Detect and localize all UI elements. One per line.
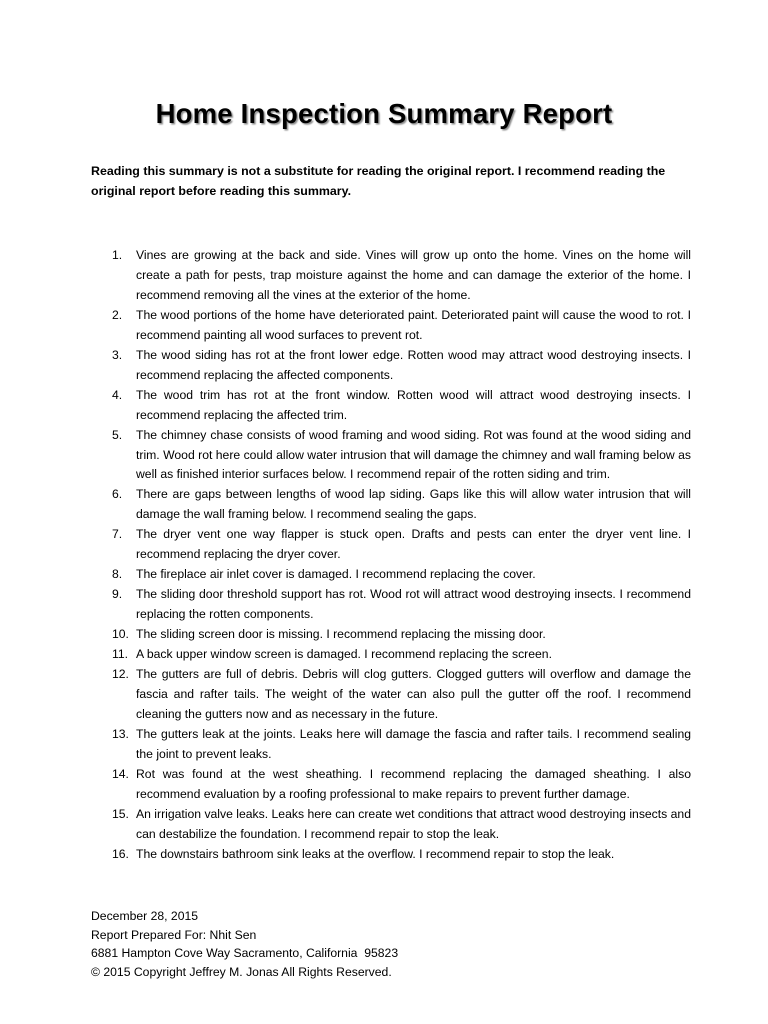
item-text: An irrigation valve leaks. Leaks here can create wet conditions that attract wood destroying insects and can destabilize the foundation. I recommend repair to stop the leak. — [136, 806, 691, 841]
item-text: The fireplace air inlet cover is damaged. I recommend replacing the cover. — [136, 567, 536, 582]
item-text: There are gaps between lengths of wood lap siding. Gaps like this will allow water intrusion that will damage the wall framing below. I recommend sealing the gaps. — [136, 487, 691, 522]
item-number: 3. — [112, 347, 123, 362]
report-date: December 28, 2015 — [91, 909, 199, 923]
item-number: 11. — [112, 647, 129, 662]
item-text: A back upper window screen is damaged. I recommend replacing the screen. — [136, 647, 552, 662]
list-item — [91, 306, 691, 346]
list-item — [91, 585, 691, 625]
item-text: The gutters leak at the joints. Leaks here will damage the fascia and rafter tails. I recommend sealing the joint to prevent leaks. — [136, 726, 691, 761]
list-item — [91, 645, 691, 665]
item-text: The gutters are full of debris. Debris will clog gutters. Clogged gutters will overflow and damage the fascia and rafter tails. The weight of the water can also pull the gutter off the roof. I recommend cleaning the gutters now and as necessary in the future. — [136, 667, 691, 721]
list-item — [91, 386, 691, 426]
item-number: 15. — [112, 806, 129, 821]
item-number: 10. — [112, 627, 129, 642]
item-text: Vines are growing at the back and side. Vines will grow up onto the home. Vines on the home will create a path for pests, trap moisture against the home and can damage the exterior of the home. I recommend removing all the vines at the exterior of the home. — [136, 248, 691, 302]
list-item — [91, 346, 691, 386]
item-number: 4. — [112, 387, 123, 402]
page-title: Home Inspection Summary Report — [155, 98, 613, 129]
list-item — [91, 485, 691, 525]
item-number: 6. — [112, 487, 123, 502]
item-number: 16. — [112, 846, 129, 861]
list-item — [91, 246, 691, 306]
item-text: The wood siding has rot at the front lower edge. Rotten wood may attract wood destroying insects. I recommend replacing the affected components. — [136, 347, 691, 382]
copyright-notice: © 2015 Copyright Jeffrey M. Jonas All Rights Reserved. — [91, 964, 392, 979]
item-number: 13. — [112, 726, 129, 741]
list-item — [91, 665, 691, 725]
intro-paragraph: Reading this summary is not a substitute for reading the original report. I recommend reading the original report before reading this summary. — [91, 164, 666, 198]
item-number: 7. — [112, 527, 123, 542]
list-item — [91, 565, 691, 585]
list-item — [91, 426, 691, 486]
list-item — [91, 625, 691, 645]
item-number: 9. — [112, 587, 123, 602]
list-item — [91, 845, 691, 865]
list-item — [91, 725, 691, 765]
item-text: The dryer vent one way flapper is stuck open. Drafts and pests can enter the dryer vent line. I recommend replacing the dryer cover. — [136, 527, 691, 562]
prepared-for: Report Prepared For: Nhit Sen — [91, 927, 257, 942]
report-footer — [91, 907, 691, 981]
list-item — [91, 805, 691, 845]
item-text: The downstairs bathroom sink leaks at the overflow. I recommend repair to stop the leak. — [136, 846, 615, 861]
item-number: 1. — [112, 248, 123, 262]
findings-list — [91, 246, 691, 865]
item-text: The wood trim has rot at the front window. Rotten wood will attract wood destroying insects. I recommend replacing the affected trim. — [136, 387, 691, 422]
item-text: The sliding door threshold support has rot. Wood rot will attract wood destroying insects. I recommend replacing the rotten components. — [136, 587, 691, 622]
property-address: 6881 Hampton Cove Way Sacramento, California 95823 — [91, 946, 399, 960]
list-item — [91, 765, 691, 805]
item-number: 14. — [112, 766, 129, 781]
item-number: 2. — [112, 307, 123, 322]
item-text: The wood portions of the home have deteriorated paint. Deteriorated paint will cause the wood to rot. I recommend painting all wood surfaces to prevent rot. — [136, 307, 691, 342]
item-number: 12. — [112, 667, 129, 682]
item-text: Rot was found at the west sheathing. I recommend replacing the damaged sheathing. I also recommend evaluation by a roofing professional to make repairs to prevent further damage. — [136, 766, 691, 801]
item-number: 8. — [112, 567, 123, 582]
list-item — [91, 525, 691, 565]
item-text: The sliding screen door is missing. I recommend replacing the missing door. — [136, 627, 546, 642]
item-number: 5. — [112, 427, 123, 442]
item-text: The chimney chase consists of wood framing and wood siding. Rot was found at the wood siding and trim. Wood rot here could allow water intrusion that will damage the chimney and wall framing below as well as finished interior surfaces below. I recommend repair of the rotten siding and trim. — [136, 427, 691, 482]
